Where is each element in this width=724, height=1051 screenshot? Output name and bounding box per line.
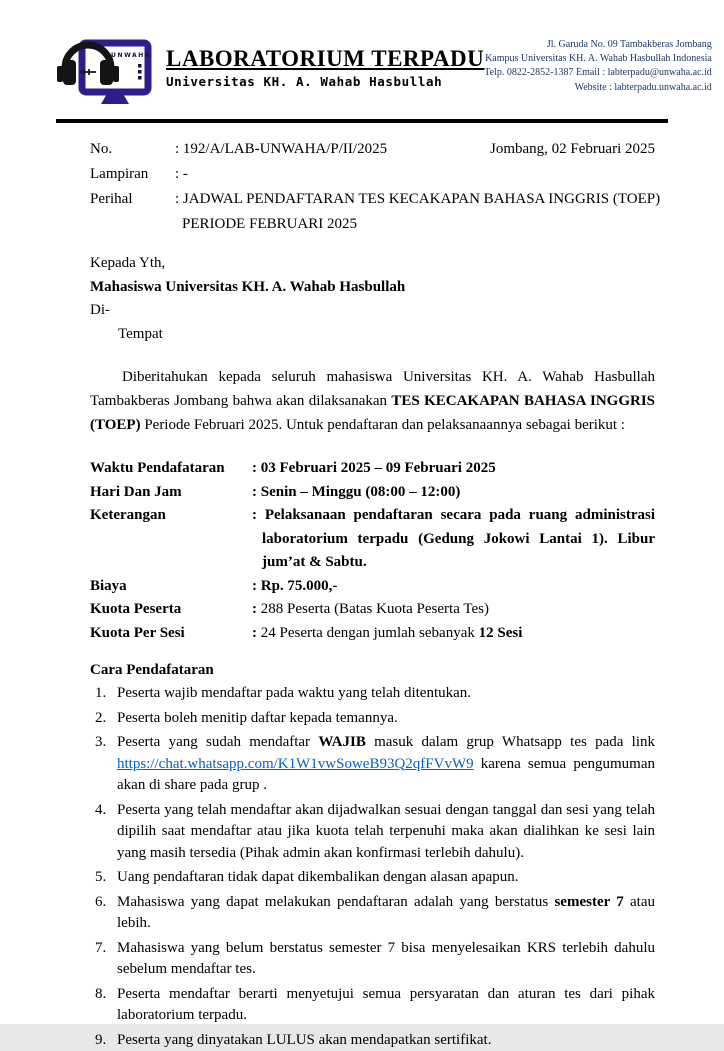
- procedure-item-3: Peserta yang sudah mendaftar WAJIB masuk dalam grup Whatsapp tes pada link https://chat.whatsapp.com/K1W1vwSoweB93Q2qfFVvW9 karena semua pengumuman akan di share pada grup .: [90, 732, 655, 797]
- letter-body: [0, 123, 724, 1051]
- contact-website-line: Website : labterpadu.unwaha.ac.id: [484, 81, 712, 95]
- detail-value: : 24 Peserta dengan jumlah sebanyak 12 Sesi: [252, 622, 655, 646]
- intro-paragraph: Diberitahukan kepada seluruh mahasiswa Universitas KH. A. Wahab Hasbullah Tambakberas Jombang bahwa akan dilaksanakan TES KECAKAPAN BAHASA INGGRIS (TOEP) Periode Februari 2025. Untuk pendaftaran dan pelaksanaannya sebagai berikut :: [90, 365, 655, 437]
- attachment-row: [90, 162, 655, 187]
- monitor-headphones-icon: [56, 30, 156, 110]
- unwaha-lab-logo-icon: [56, 30, 156, 115]
- detail-value: : Rp. 75.000,-: [252, 575, 655, 599]
- procedure-item-6: Mahasiswa yang dapat melakukan pendaftaran adalah yang berstatus semester 7 atau lebih.: [90, 892, 655, 935]
- contact-phone-email-line: Telp. 0822-2852-1387 Email : labterpadu@unwaha.ac.id: [484, 66, 712, 80]
- letter-number-row: [90, 137, 655, 162]
- details-table: [90, 457, 655, 645]
- recipient-salutation: Kepada Yth,: [90, 252, 655, 276]
- letter-meta: [90, 137, 655, 237]
- detail-row-quota: [90, 598, 655, 622]
- procedure-title: Cara Pendafataran: [90, 662, 655, 679]
- whatsapp-group-link[interactable]: https://chat.whatsapp.com/K1W1vwSoweB93Q2qfFVvW9: [117, 756, 474, 772]
- procedure-item-5: Uang pendaftaran tidak dapat dikembalikan dengan alasan apapun.: [90, 867, 655, 889]
- letterhead: [0, 0, 724, 115]
- recipient-name: Mahasiswa Universitas KH. A. Wahab Hasbullah: [90, 276, 655, 300]
- procedure-item-2: Peserta boleh menitip daftar kepada temannya.: [90, 708, 655, 730]
- attachment-label: Lampiran: [90, 162, 175, 187]
- detail-row-notes: [90, 504, 655, 575]
- detail-value: : Pelaksanaan pendaftaran secara pada ruang administrasi laboratorium terpadu (Gedung Jokowi Lantai 1). Libur jum’at & Sabtu.: [252, 504, 655, 575]
- detail-label: Biaya: [90, 575, 252, 599]
- detail-label: Kuota Peserta: [90, 598, 252, 622]
- org-title: LABORATORIUM TERPADU: [166, 46, 484, 72]
- procedure-item-1: Peserta wajib mendaftar pada waktu yang telah ditentukan.: [90, 683, 655, 705]
- procedure-item-4: Peserta yang telah mendaftar akan dijadwalkan sesuai dengan tanggal dan sesi yang telah dipilih saat mendaftar atau jika kuota telah terpenuhi maka akan dialihkan ke sesi lain yang masih tersedia (Pihak admin akan konfirmasi terlebih dahulu).: [90, 800, 655, 865]
- letter-date: Jombang, 02 Februari 2025: [490, 137, 655, 162]
- contact-block: [484, 30, 712, 95]
- detail-row-registration-period: [90, 457, 655, 481]
- org-subtitle: Universitas KH. A. Wahab Hasbullah: [166, 74, 484, 89]
- detail-value: : 03 Februari 2025 – 09 Februari 2025: [252, 457, 655, 481]
- detail-label: Waktu Pendafataran: [90, 457, 252, 481]
- procedure-item-8: Peserta mendaftar berarti menyetujui semua persyaratan dan aturan tes dari pihak laboratorium terpadu.: [90, 984, 655, 1027]
- subject-value-line2: PERIODE FEBRUARI 2025: [90, 212, 655, 237]
- recipient-place: Tempat: [90, 323, 655, 347]
- subject-row: [90, 187, 655, 212]
- detail-value: : 288 Peserta (Batas Kuota Peserta Tes): [252, 598, 655, 622]
- subject-value: : JADWAL PENDAFTARAN TES KECAKAPAN BAHASA INGGRIS (TOEP): [175, 187, 660, 212]
- detail-label: Hari Dan Jam: [90, 481, 252, 505]
- letter-number-label: No.: [90, 137, 175, 162]
- contact-campus-line: Kampus Universitas KH. A. Wahab Hasbullah Indonesia: [484, 52, 712, 66]
- recipient-di: Di-: [90, 299, 655, 323]
- procedure-item-7: Mahasiswa yang belum berstatus semester 7 bisa menyelesaikan KRS terlebih dahulu sebelum mendaftar tes.: [90, 938, 655, 981]
- letter-number-value: : 192/A/LAB-UNWAHA/P/II/2025: [175, 137, 387, 162]
- detail-row-quota-per-session: [90, 622, 655, 646]
- contact-address-line: Jl. Garuda No. 09 Tambakberas Jombang: [484, 38, 712, 52]
- attachment-value: : -: [175, 162, 188, 187]
- detail-value: : Senin – Minggu (08:00 – 12:00): [252, 481, 655, 505]
- detail-row-fee: [90, 575, 655, 599]
- org-brand: [166, 30, 484, 89]
- detail-label: Kuota Per Sesi: [90, 622, 252, 646]
- procedure-item-9: Peserta yang dinyatakan LULUS akan mendapatkan sertifikat.: [90, 1030, 655, 1051]
- procedure-list: [90, 683, 655, 1051]
- recipient-block: [90, 252, 655, 346]
- logo-org-abbrev: UNWAHA: [111, 52, 151, 59]
- detail-row-day-time: [90, 481, 655, 505]
- subject-label: Perihal: [90, 187, 175, 212]
- detail-label: Keterangan: [90, 504, 252, 528]
